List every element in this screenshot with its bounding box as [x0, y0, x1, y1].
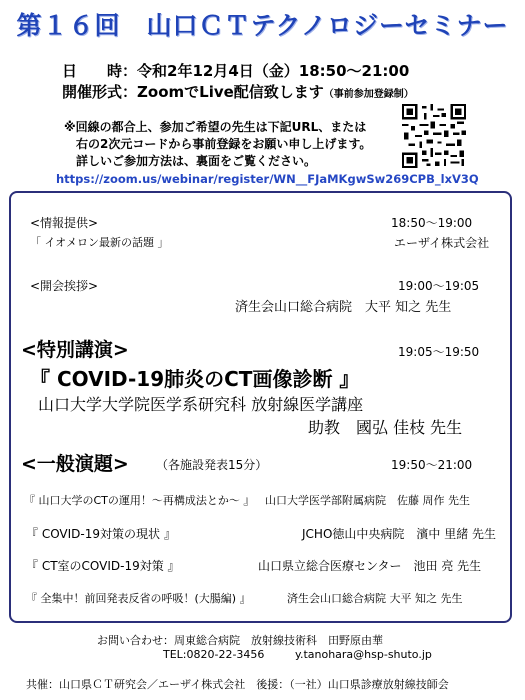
general-heading: <一般演題> — [21, 453, 129, 475]
format-row — [62, 81, 414, 102]
talk-title: 『 COVID-19対策の現状 』 — [26, 527, 176, 541]
notice-line: ※回線の都合上、参加ご希望の先生は下記URL、または — [64, 120, 367, 134]
general-time: 19:50～21:00 — [391, 458, 473, 472]
special-title: 『 COVID-19肺炎のCT画像診断 』 — [30, 367, 360, 391]
notice-line: 右の2次元コードから事前登録をお願い申し上げます。 — [76, 137, 372, 151]
opening-heading: <開会挨拶> — [30, 279, 99, 293]
format-note: （事前参加登録制） — [323, 89, 414, 100]
talk-speaker: JCHO徳山中央病院 濱中 里緒 先生 — [302, 527, 497, 541]
notice-line: 詳しいご参加方法は、裏面をご覧ください。 — [76, 154, 317, 168]
info-company: エーザイ株式会社 — [394, 236, 490, 250]
qr-code-icon[interactable] — [402, 104, 466, 168]
talk-speaker: 山口県立総合医療センター 池田 亮 先生 — [258, 559, 482, 573]
special-time: 19:05～19:50 — [398, 345, 480, 359]
special-heading: <特別講演> — [21, 339, 129, 361]
registration-notice — [64, 119, 384, 170]
date-label: 日 時： — [62, 62, 138, 80]
sponsor-line: 共催：山口県ＣＴ研究会／エーザイ株式会社 後援：（一社）山口県診療放射線技師会 — [26, 678, 449, 691]
contact-tel: TEL:0820-22-3456 — [163, 648, 265, 661]
opening-speaker: 済生会山口総合病院 大平 知之 先生 — [235, 300, 452, 315]
talk-title: 『 山口大学のCTの運用！～再構成法とか～ 』 — [24, 494, 255, 507]
format-label: 開催形式： — [62, 83, 138, 101]
talk-speaker: 山口大学医学部附属病院 佐藤 周作 先生 — [265, 494, 470, 507]
registration-url-link[interactable]: https://zoom.us/webinar/register/WN__FJaMKgwSw269CPB_lxV3Q — [56, 172, 479, 186]
contact-line: お問い合わせ：周東総合病院 放射線技術科 田野原由華 — [97, 634, 383, 647]
talk-title: 『 CT室のCOVID-19対策 』 — [26, 559, 180, 573]
special-affiliation: 山口大学大学院医学系研究科 放射線医学講座 — [38, 395, 364, 414]
date-row — [62, 60, 409, 81]
seminar-title: 第１６回 山口ＣＴテクノロジーセミナー — [16, 11, 509, 40]
special-speaker: 助教 國弘 佳枝 先生 — [308, 418, 463, 437]
info-heading: <情報提供> — [30, 216, 99, 230]
talk-speaker: 済生会山口総合病院 大平 知之 先生 — [287, 592, 463, 605]
info-time: 18:50～19:00 — [391, 216, 473, 230]
general-note: （各施設発表15分） — [156, 458, 268, 472]
info-topic: 「 イオメロン最新の話題 」 — [30, 236, 169, 249]
date-value: 令和2年12月4日（金）18:50～21:00 — [137, 62, 410, 80]
talk-title: 『 全集中！前回発表反省の呼吸！(大腸編) 』 — [26, 592, 251, 605]
contact-email-link[interactable]: y.tanohara@hsp-shuto.jp — [295, 648, 432, 661]
format-value: ZoomでLive配信致します — [137, 83, 324, 101]
opening-time: 19:00～19:05 — [398, 279, 480, 293]
